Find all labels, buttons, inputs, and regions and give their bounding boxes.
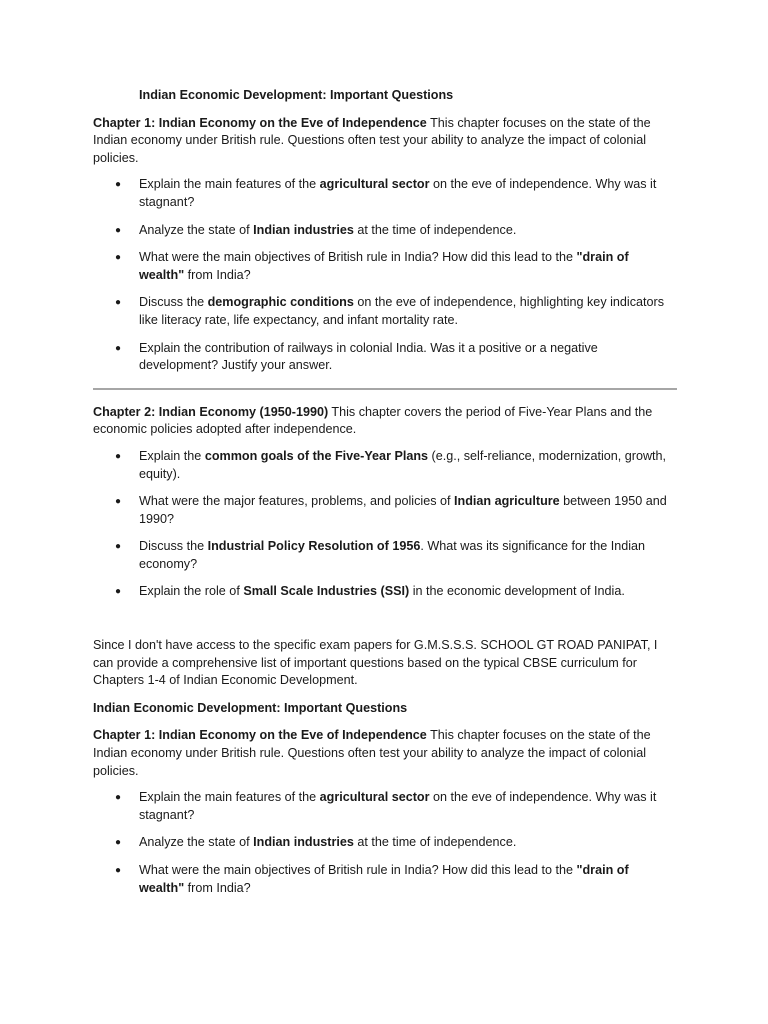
list-item: ● What were the main objectives of British rule in India? How did this lead to the "drain of wealth" from India? xyxy=(115,863,629,895)
bullet-icon: ● xyxy=(115,865,122,876)
chapter-2-description: This chapter covers the period of Five-Year Plans and the economic policies adopted after independence. xyxy=(93,404,653,437)
list-item: ● Explain the main features of the agricultural sector on the eve of independence. Why was it stagnant? xyxy=(115,790,657,822)
horizontal-divider xyxy=(93,388,677,390)
list-item: ● Analyze the state of Indian industries at the time of independence. xyxy=(93,834,677,852)
list-item: ● What were the main objectives of British rule in India? How did this lead to the "drain of wealth" from India? xyxy=(115,250,629,282)
chapter-1-description-repeat: This chapter focuses on the state of the Indian economy under British rule. Questions often test your ability to analyze the impact of colonial policies. xyxy=(93,728,651,778)
document-page xyxy=(93,87,677,907)
chapter-1-heading-repeat: Chapter 1: Indian Economy on the Eve of Independence xyxy=(93,728,427,743)
document-title-repeat: Indian Economic Development: Important Questions xyxy=(93,700,408,715)
bullet-icon: ● xyxy=(115,837,122,849)
list-item: ● Explain the contribution of railways in colonial India. Was it a positive or a negative development? Justify your answer. xyxy=(115,340,598,373)
list-item: ● Explain the role of Small Scale Industries (SSI) in the economic development of India. xyxy=(93,583,677,601)
bullet-icon: ● xyxy=(115,297,122,309)
bullet-icon: ● xyxy=(115,586,122,598)
disclaimer-note: Since I don't have access to the specific exam papers for G.M.S.S.S. SCHOOL GT ROAD PANIPAT, I can provide a comprehensive list of important questions based on the typical CBSE curriculum for Chapters 1-4 of Indian Economic Development. xyxy=(93,638,658,688)
list-item: ● Explain the common goals of the Five-Year Plans (e.g., self-reliance, modernization, growth, equity). xyxy=(115,448,667,481)
chapter-2-intro xyxy=(93,404,677,439)
bullet-icon: ● xyxy=(115,224,122,236)
chapter-2-question-list xyxy=(93,448,677,601)
bullet-icon: ● xyxy=(115,450,122,462)
chapter-1-question-list-repeat xyxy=(93,789,677,897)
chapter-1-question-list xyxy=(93,176,677,374)
bullet-icon: ● xyxy=(115,792,122,804)
bullet-icon: ● xyxy=(115,496,122,508)
list-item: ● Analyze the state of Indian industries at the time of independence. xyxy=(93,222,677,240)
list-item: ● Discuss the demographic conditions on the eve of independence, highlighting key indicators like literacy rate, life expectancy, and infant mortality rate. xyxy=(115,295,665,327)
list-item: ● What were the major features, problems, and policies of Indian agriculture between 1950 and 1990? xyxy=(115,494,667,526)
chapter-1-description: This chapter focuses on the state of the Indian economy under British rule. Questions often test your ability to analyze the impact of colonial policies. xyxy=(93,115,651,165)
bullet-icon: ● xyxy=(115,179,122,191)
chapter-1-intro xyxy=(93,115,677,168)
bullet-icon: ● xyxy=(115,541,122,553)
document-title: Indian Economic Development: Important Questions xyxy=(139,88,454,102)
bullet-icon: ● xyxy=(115,342,122,354)
chapter-1-intro-repeat xyxy=(93,727,677,780)
list-item: ● Discuss the Industrial Policy Resolution of 1956. What was its significance for the Indian economy? xyxy=(115,539,646,571)
bullet-icon: ● xyxy=(115,252,122,264)
list-item: ● Explain the main features of the agricultural sector on the eve of independence. Why was it stagnant? xyxy=(115,177,657,209)
chapter-1-heading: Chapter 1: Indian Economy on the Eve of Independence xyxy=(93,115,427,130)
chapter-2-heading: Chapter 2: Indian Economy (1950-1990) xyxy=(93,404,329,419)
spacer xyxy=(93,611,677,637)
